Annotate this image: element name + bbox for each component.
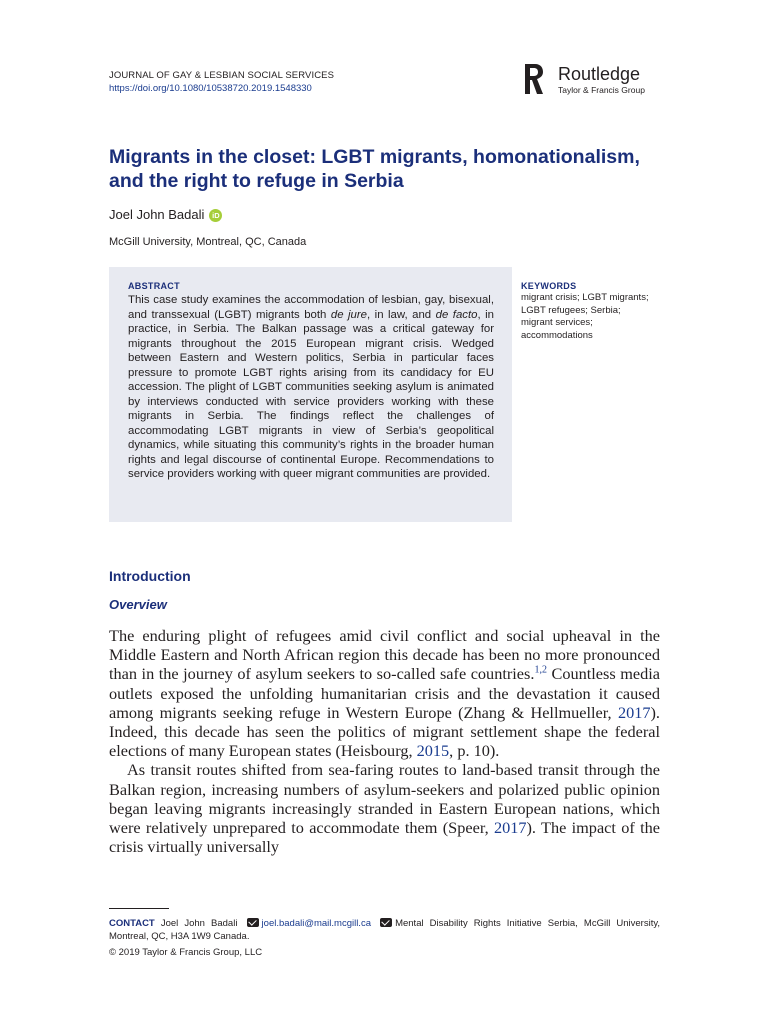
email-icon [247,918,259,927]
body-text [109,626,660,856]
author-name[interactable]: Joel John Badali [109,207,205,222]
abstract-heading: ABSTRACT [128,281,180,291]
subsection-heading-overview: Overview [109,597,167,612]
footnote-ref[interactable]: 1,2 [534,664,547,676]
journal-name: JOURNAL OF GAY & LESBIAN SOCIAL SERVICES [109,70,335,81]
routledge-logo-icon [522,62,544,96]
orcid-icon[interactable]: iD [209,209,222,222]
publisher-name: Routledge [558,64,641,84]
contact-info: CONTACT Joel John Badali joel.badali@mail.mcgill.ca Mental Disability Rights Initiative Serbia, McGill University, Montreal, QC, H3A 1W9 Canada. [109,918,661,942]
copyright: © 2019 Taylor & Francis Group, LLC [109,947,263,958]
doi-link[interactable]: https://doi.org/10.1080/10538720.2019.1548330 [109,83,312,94]
keywords-list: migrant crisis; LGBT migrants; LGBT refugees; Serbia; migrant services; accommodations [521,292,649,341]
footnote-divider [109,908,169,909]
section-heading-introduction: Introduction [109,568,191,584]
author-affiliation: McGill University, Montreal, QC, Canada [109,236,307,248]
mail-address-icon [380,918,392,927]
abstract-box [109,267,512,522]
publisher-logo [522,62,652,98]
contact-label: CONTACT [109,918,155,929]
publisher-group: Taylor & Francis Group [558,85,645,95]
email-link[interactable]: joel.badali@mail.mcgill.ca [261,918,371,929]
citation-link[interactable]: 2015 [416,741,450,761]
citation-link[interactable]: 2017 [617,702,651,722]
paragraph: As transit routes shifted from sea-faring routes to land-based transit through the Balkan region, increasing numbers of asylum-seekers and polarized public opinion began leaving migrants increasingly stranded in Eastern European nations, which were relatively unprepared to accommodate them (Speer, 2017). The impact of the crisis virtually universally [109,760,660,857]
abstract-text: This case study examines the accommodation of lesbian, gay, bisexual, and transsexual (LGBT) migrants both de jure, in law, and de facto, in practice, in Serbia. The Balkan passage was a critical gateway for migrants throughout the 2015 European migrant crisis. Wedged between Eastern and Western politics, Serbia in particular faces pressure to promote LGBT rights arising from its candidacy for EU accession. The plight of LGBT communities seeking asylum is animated by interviews conducted with service providers working with these migrants in Serbia. The findings reflect the challenges of accommodating LGBT migrants in view of Serbia’s geopolitical dynamics, while situating this community’s rights in the broader human rights and legal discourse of continental Europe. Recommendations to service providers working with queer migrant communities are provided. [128,294,494,480]
article-title: Migrants in the closet: LGBT migrants, homonationalism, and the right to refuge in Serbia [109,146,640,192]
author-line [109,207,222,222]
keywords-heading: KEYWORDS [521,281,577,291]
citation-link[interactable]: 2017 [493,818,527,838]
paragraph: The enduring plight of refugees amid civil conflict and social upheaval in the Middle Eastern and North African region this decade has been no more pronounced than in the journey of asylum seekers to so-called safe countries.$^{1,2}$ Countless media outlets exposed the unfolding humanitarian crisis and the devastation it caused among migrants seeking refuge in Western Europe (Zhang & Hellmueller, 2017). Indeed, this decade has seen the politics of migrant settlement shape the federal elections of many European states (Heisbourg, 2015, p. 10). [109,626,661,761]
